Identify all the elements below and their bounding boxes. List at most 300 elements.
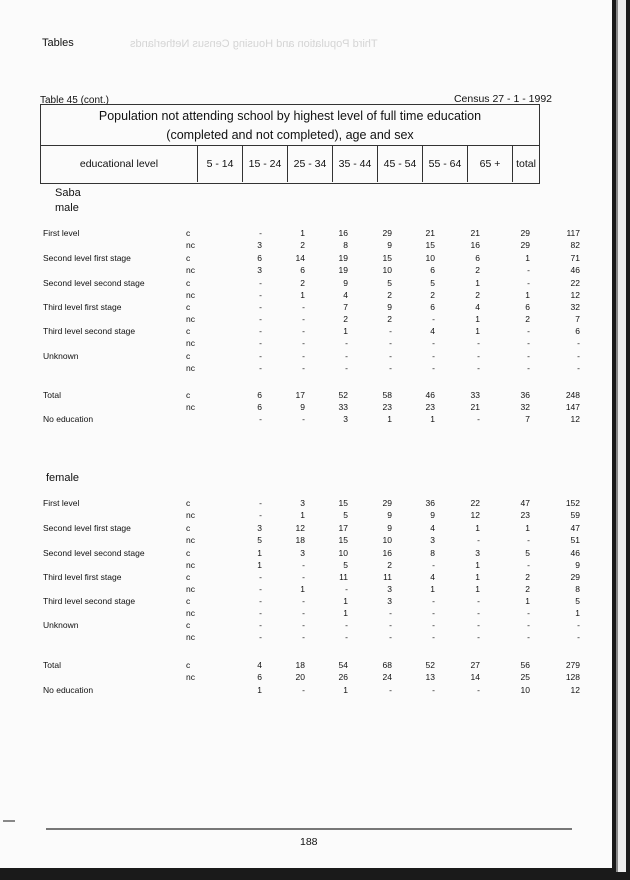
- table-row: [0, 660, 630, 672]
- cell-value: 71: [570, 253, 580, 263]
- cell-value: -: [577, 338, 580, 348]
- completion-type: nc: [186, 510, 195, 520]
- cell-value: -: [477, 414, 480, 424]
- cell-value: 16: [338, 228, 348, 238]
- cell-value: 17: [338, 523, 348, 533]
- cell-value: 22: [570, 278, 580, 288]
- table-row: [0, 535, 630, 547]
- cell-value: 29: [520, 228, 530, 238]
- cell-value: 21: [470, 402, 480, 412]
- table-row: [0, 596, 630, 608]
- cell-value: -: [477, 363, 480, 373]
- cell-value: -: [389, 338, 392, 348]
- cell-value: -: [345, 351, 348, 361]
- col-header-age: 5 - 14: [197, 146, 242, 182]
- section-region-label: Saba: [55, 187, 81, 199]
- cell-value: -: [432, 632, 435, 642]
- cell-value: 10: [425, 253, 435, 263]
- completion-type: c: [186, 228, 191, 238]
- cell-value: 46: [425, 390, 435, 400]
- table-title: [41, 105, 539, 146]
- table-row: [0, 572, 630, 584]
- table-title-line-1: Population not attending school by highest level of full time education: [98, 109, 482, 123]
- cell-value: -: [527, 265, 530, 275]
- cell-value: 1: [300, 584, 305, 594]
- col-header-age: 45 - 54: [377, 146, 422, 182]
- cell-value: -: [259, 498, 262, 508]
- cell-value: 9: [387, 302, 392, 312]
- row-label: First level: [43, 498, 80, 508]
- completion-type: c: [186, 278, 191, 288]
- cell-value: 12: [570, 290, 580, 300]
- completion-type: nc: [186, 314, 195, 324]
- cell-value: 15: [338, 498, 348, 508]
- row-label: Second level second stage: [43, 548, 145, 558]
- table-row: [0, 363, 630, 375]
- cell-value: 3: [257, 240, 262, 250]
- cell-value: 1: [475, 326, 480, 336]
- cell-value: 1: [257, 548, 262, 558]
- cell-value: 8: [430, 548, 435, 558]
- cell-value: 29: [520, 240, 530, 250]
- cell-value: 5: [525, 548, 530, 558]
- cell-value: -: [259, 290, 262, 300]
- cell-value: 5: [343, 560, 348, 570]
- cell-value: 4: [475, 302, 480, 312]
- cell-value: -: [527, 278, 530, 288]
- cell-value: -: [302, 608, 305, 618]
- cell-value: 51: [570, 535, 580, 545]
- completion-type: c: [186, 660, 191, 670]
- cell-value: -: [477, 608, 480, 618]
- cell-value: -: [259, 228, 262, 238]
- row-label: First level: [43, 228, 80, 238]
- cell-value: 6: [257, 253, 262, 263]
- cell-value: -: [302, 620, 305, 630]
- table-row: [0, 620, 630, 632]
- table-row: [0, 608, 630, 620]
- cell-value: -: [432, 620, 435, 630]
- cell-value: 128: [565, 672, 580, 682]
- cell-value: 82: [570, 240, 580, 250]
- cell-value: -: [477, 596, 480, 606]
- cell-value: 1: [525, 523, 530, 533]
- cell-value: 20: [295, 672, 305, 682]
- cell-value: 3: [430, 535, 435, 545]
- cell-value: -: [477, 685, 480, 695]
- completion-type: c: [186, 326, 191, 336]
- cell-value: 2: [300, 278, 305, 288]
- cell-value: 33: [338, 402, 348, 412]
- row-label: Second level first stage: [43, 523, 131, 533]
- cell-value: -: [302, 632, 305, 642]
- cell-value: 47: [520, 498, 530, 508]
- cell-value: 10: [382, 265, 392, 275]
- cell-value: 3: [257, 265, 262, 275]
- cell-value: 19: [338, 253, 348, 263]
- table-row: [0, 510, 630, 522]
- cell-value: -: [527, 363, 530, 373]
- cell-value: 2: [475, 265, 480, 275]
- cell-value: 1: [343, 685, 348, 695]
- cell-value: 6: [300, 265, 305, 275]
- cell-value: 15: [425, 240, 435, 250]
- cell-value: 29: [382, 228, 392, 238]
- cell-value: 33: [470, 390, 480, 400]
- col-header-age: 15 - 24: [242, 146, 287, 182]
- cell-value: 6: [257, 672, 262, 682]
- cell-value: 18: [295, 660, 305, 670]
- cell-value: 36: [520, 390, 530, 400]
- page-number: 188: [300, 836, 318, 848]
- cell-value: 3: [475, 548, 480, 558]
- cell-value: 2: [387, 560, 392, 570]
- cell-value: 4: [430, 326, 435, 336]
- bleed-through-text: Third Population and Housing Census Netherlands: [130, 38, 378, 50]
- table-row: [0, 351, 630, 363]
- cell-value: -: [527, 560, 530, 570]
- table-row: [0, 240, 630, 252]
- cell-value: 1: [300, 510, 305, 520]
- cell-value: 4: [430, 523, 435, 533]
- cell-value: 14: [295, 253, 305, 263]
- cell-value: 1: [343, 326, 348, 336]
- cell-value: -: [477, 535, 480, 545]
- completion-type: nc: [186, 608, 195, 618]
- cell-value: 1: [430, 584, 435, 594]
- cell-value: 21: [425, 228, 435, 238]
- cell-value: -: [302, 302, 305, 312]
- cell-value: 2: [387, 314, 392, 324]
- cell-value: -: [389, 351, 392, 361]
- cell-value: 10: [382, 535, 392, 545]
- row-label: Unknown: [43, 620, 79, 630]
- cell-value: 6: [430, 265, 435, 275]
- completion-type: nc: [186, 265, 195, 275]
- cell-value: 1: [257, 685, 262, 695]
- cell-value: 46: [570, 265, 580, 275]
- cell-value: 3: [387, 584, 392, 594]
- table-row: [0, 685, 630, 697]
- cell-value: -: [432, 338, 435, 348]
- cell-value: -: [432, 363, 435, 373]
- cell-value: 21: [470, 228, 480, 238]
- cell-value: -: [527, 326, 530, 336]
- col-header-age: 65 +: [467, 146, 512, 182]
- cell-value: 52: [425, 660, 435, 670]
- cell-value: 4: [257, 660, 262, 670]
- cell-value: 27: [470, 660, 480, 670]
- row-label: Third level first stage: [43, 302, 122, 312]
- section-sex-label: female: [46, 472, 80, 484]
- cell-value: -: [259, 510, 262, 520]
- cell-value: -: [302, 596, 305, 606]
- cell-value: 2: [343, 314, 348, 324]
- row-label: Third level second stage: [43, 596, 136, 606]
- cell-value: 12: [295, 523, 305, 533]
- completion-type: nc: [186, 290, 195, 300]
- table-row: [0, 672, 630, 684]
- cell-value: 10: [338, 548, 348, 558]
- cell-value: -: [302, 338, 305, 348]
- row-label: Second level first stage: [43, 253, 131, 263]
- cell-value: -: [477, 338, 480, 348]
- cell-value: 1: [475, 278, 480, 288]
- table-row: [0, 290, 630, 302]
- cell-value: 1: [343, 596, 348, 606]
- cell-value: 11: [339, 572, 348, 582]
- cell-value: 15: [382, 253, 392, 263]
- cell-value: 8: [575, 584, 580, 594]
- cell-value: 25: [520, 672, 530, 682]
- table-row: [0, 265, 630, 277]
- cell-value: -: [432, 608, 435, 618]
- cell-value: -: [302, 326, 305, 336]
- cell-value: -: [577, 363, 580, 373]
- table-row: [0, 278, 630, 290]
- cell-value: 248: [565, 390, 580, 400]
- cell-value: 2: [525, 584, 530, 594]
- completion-type: c: [186, 596, 191, 606]
- cell-value: 54: [338, 660, 348, 670]
- cell-value: 1: [475, 314, 480, 324]
- footer-rule: [46, 828, 572, 830]
- completion-type: nc: [186, 240, 195, 250]
- cell-value: -: [259, 608, 262, 618]
- table-title-line-2: (completed and not completed), age and sex: [166, 128, 414, 142]
- col-header-total: total: [512, 146, 539, 182]
- cell-value: -: [345, 338, 348, 348]
- cell-value: -: [345, 620, 348, 630]
- cell-value: 15: [338, 535, 348, 545]
- census-date: Census 27 - 1 - 1992: [453, 93, 552, 105]
- cell-value: 1: [575, 608, 580, 618]
- cell-value: 58: [382, 390, 392, 400]
- row-label: Second level second stage: [43, 278, 145, 288]
- cell-value: 13: [425, 672, 435, 682]
- cell-value: 12: [470, 510, 480, 520]
- cell-value: -: [259, 596, 262, 606]
- cell-value: 52: [338, 390, 348, 400]
- cell-value: -: [345, 632, 348, 642]
- completion-type: nc: [186, 672, 195, 682]
- cell-value: 9: [575, 560, 580, 570]
- cell-value: 17: [295, 390, 305, 400]
- table-row: [0, 548, 630, 560]
- cell-value: -: [389, 363, 392, 373]
- completion-type: c: [186, 498, 191, 508]
- col-header-age: 25 - 34: [287, 146, 332, 182]
- cell-value: -: [345, 363, 348, 373]
- completion-type: c: [186, 523, 191, 533]
- cell-value: -: [577, 632, 580, 642]
- cell-value: -: [477, 351, 480, 361]
- cell-value: 1: [475, 560, 480, 570]
- cell-value: 1: [525, 290, 530, 300]
- cell-value: -: [389, 632, 392, 642]
- cell-value: 9: [343, 278, 348, 288]
- cell-value: -: [389, 326, 392, 336]
- cell-value: -: [259, 414, 262, 424]
- cell-value: 6: [430, 302, 435, 312]
- cell-value: 2: [430, 290, 435, 300]
- cell-value: 152: [565, 498, 580, 508]
- cell-value: 32: [520, 402, 530, 412]
- completion-type: c: [186, 302, 191, 312]
- cell-value: -: [432, 314, 435, 324]
- table-row: [0, 228, 630, 240]
- cell-value: 9: [387, 240, 392, 250]
- cell-value: -: [432, 560, 435, 570]
- cell-value: -: [259, 572, 262, 582]
- col-header-age: 35 - 44: [332, 146, 377, 182]
- table-row: [0, 390, 630, 402]
- cell-value: 23: [382, 402, 392, 412]
- cell-value: -: [259, 338, 262, 348]
- cell-value: 7: [575, 314, 580, 324]
- cell-value: 2: [300, 240, 305, 250]
- table-row: [0, 523, 630, 535]
- table-row: [0, 314, 630, 326]
- completion-type: nc: [186, 535, 195, 545]
- cell-value: 46: [570, 548, 580, 558]
- cell-value: -: [259, 620, 262, 630]
- cell-value: 24: [382, 672, 392, 682]
- cell-value: 6: [257, 390, 262, 400]
- page-fold-mark: [3, 820, 15, 822]
- cell-value: 1: [525, 253, 530, 263]
- cell-value: 16: [382, 548, 392, 558]
- cell-value: 11: [383, 572, 392, 582]
- cell-value: 1: [300, 228, 305, 238]
- cell-value: -: [302, 572, 305, 582]
- cell-value: -: [527, 620, 530, 630]
- cell-value: 12: [570, 414, 580, 424]
- column-header-row: [41, 146, 539, 182]
- cell-value: -: [432, 351, 435, 361]
- table-header-frame: [40, 104, 540, 184]
- cell-value: -: [302, 314, 305, 324]
- table-row: [0, 498, 630, 510]
- cell-value: 2: [475, 290, 480, 300]
- cell-value: 1: [475, 523, 480, 533]
- completion-type: c: [186, 390, 191, 400]
- cell-value: -: [259, 584, 262, 594]
- cell-value: 5: [575, 596, 580, 606]
- section-sex-label: male: [55, 202, 79, 214]
- cell-value: 2: [387, 290, 392, 300]
- cell-value: -: [302, 351, 305, 361]
- col-header-age: 55 - 64: [422, 146, 467, 182]
- table-row: [0, 402, 630, 414]
- cell-value: 9: [430, 510, 435, 520]
- cell-value: 26: [338, 672, 348, 682]
- completion-type: c: [186, 620, 191, 630]
- cell-value: 9: [300, 402, 305, 412]
- table-row: [0, 326, 630, 338]
- cell-value: -: [432, 685, 435, 695]
- cell-value: 9: [387, 510, 392, 520]
- cell-value: 68: [382, 660, 392, 670]
- cell-value: -: [432, 596, 435, 606]
- cell-value: -: [477, 632, 480, 642]
- cell-value: 18: [295, 535, 305, 545]
- completion-type: c: [186, 572, 191, 582]
- cell-value: -: [389, 685, 392, 695]
- completion-type: nc: [186, 338, 195, 348]
- cell-value: 3: [300, 498, 305, 508]
- completion-type: nc: [186, 560, 195, 570]
- cell-value: -: [527, 351, 530, 361]
- cell-value: 7: [343, 302, 348, 312]
- page-edge: [616, 0, 626, 872]
- cell-value: 4: [430, 572, 435, 582]
- cell-value: 5: [430, 278, 435, 288]
- cell-value: 3: [257, 523, 262, 533]
- cell-value: 5: [387, 278, 392, 288]
- cell-value: 147: [565, 402, 580, 412]
- completion-type: nc: [186, 363, 195, 373]
- table-row: [0, 584, 630, 596]
- cell-value: -: [302, 363, 305, 373]
- cell-value: 117: [566, 228, 580, 238]
- cell-value: -: [259, 326, 262, 336]
- col-header-educational-level: educational level: [79, 158, 159, 170]
- table-row: [0, 302, 630, 314]
- cell-value: -: [477, 620, 480, 630]
- cell-value: -: [259, 278, 262, 288]
- cell-value: 23: [425, 402, 435, 412]
- table-row: [0, 560, 630, 572]
- completion-type: c: [186, 548, 191, 558]
- row-label: Total: [43, 660, 61, 670]
- cell-value: 1: [475, 572, 480, 582]
- table-row: [0, 338, 630, 350]
- completion-type: nc: [186, 632, 195, 642]
- cell-value: -: [302, 560, 305, 570]
- cell-value: 2: [525, 572, 530, 582]
- cell-value: 1: [300, 290, 305, 300]
- row-label: Unknown: [43, 351, 79, 361]
- cell-value: 4: [343, 290, 348, 300]
- row-label: No education: [43, 414, 94, 424]
- cell-value: 12: [570, 685, 580, 695]
- cell-value: -: [389, 608, 392, 618]
- cell-value: 23: [520, 510, 530, 520]
- cell-value: -: [259, 363, 262, 373]
- cell-value: 1: [387, 414, 392, 424]
- running-head: Tables: [42, 37, 74, 49]
- cell-value: 1: [430, 414, 435, 424]
- table-row: [0, 632, 630, 644]
- cell-value: 29: [382, 498, 392, 508]
- cell-value: -: [527, 338, 530, 348]
- row-label: Third level first stage: [43, 572, 122, 582]
- cell-value: 9: [387, 523, 392, 533]
- row-label: Total: [43, 390, 61, 400]
- cell-value: 1: [525, 596, 530, 606]
- cell-value: 1: [343, 608, 348, 618]
- cell-value: 16: [470, 240, 480, 250]
- cell-value: -: [259, 632, 262, 642]
- cell-value: 6: [257, 402, 262, 412]
- row-label: Third level second stage: [43, 326, 136, 336]
- cell-value: -: [302, 414, 305, 424]
- cell-value: -: [527, 632, 530, 642]
- cell-value: 32: [570, 302, 580, 312]
- cell-value: 6: [475, 253, 480, 263]
- cell-value: -: [259, 302, 262, 312]
